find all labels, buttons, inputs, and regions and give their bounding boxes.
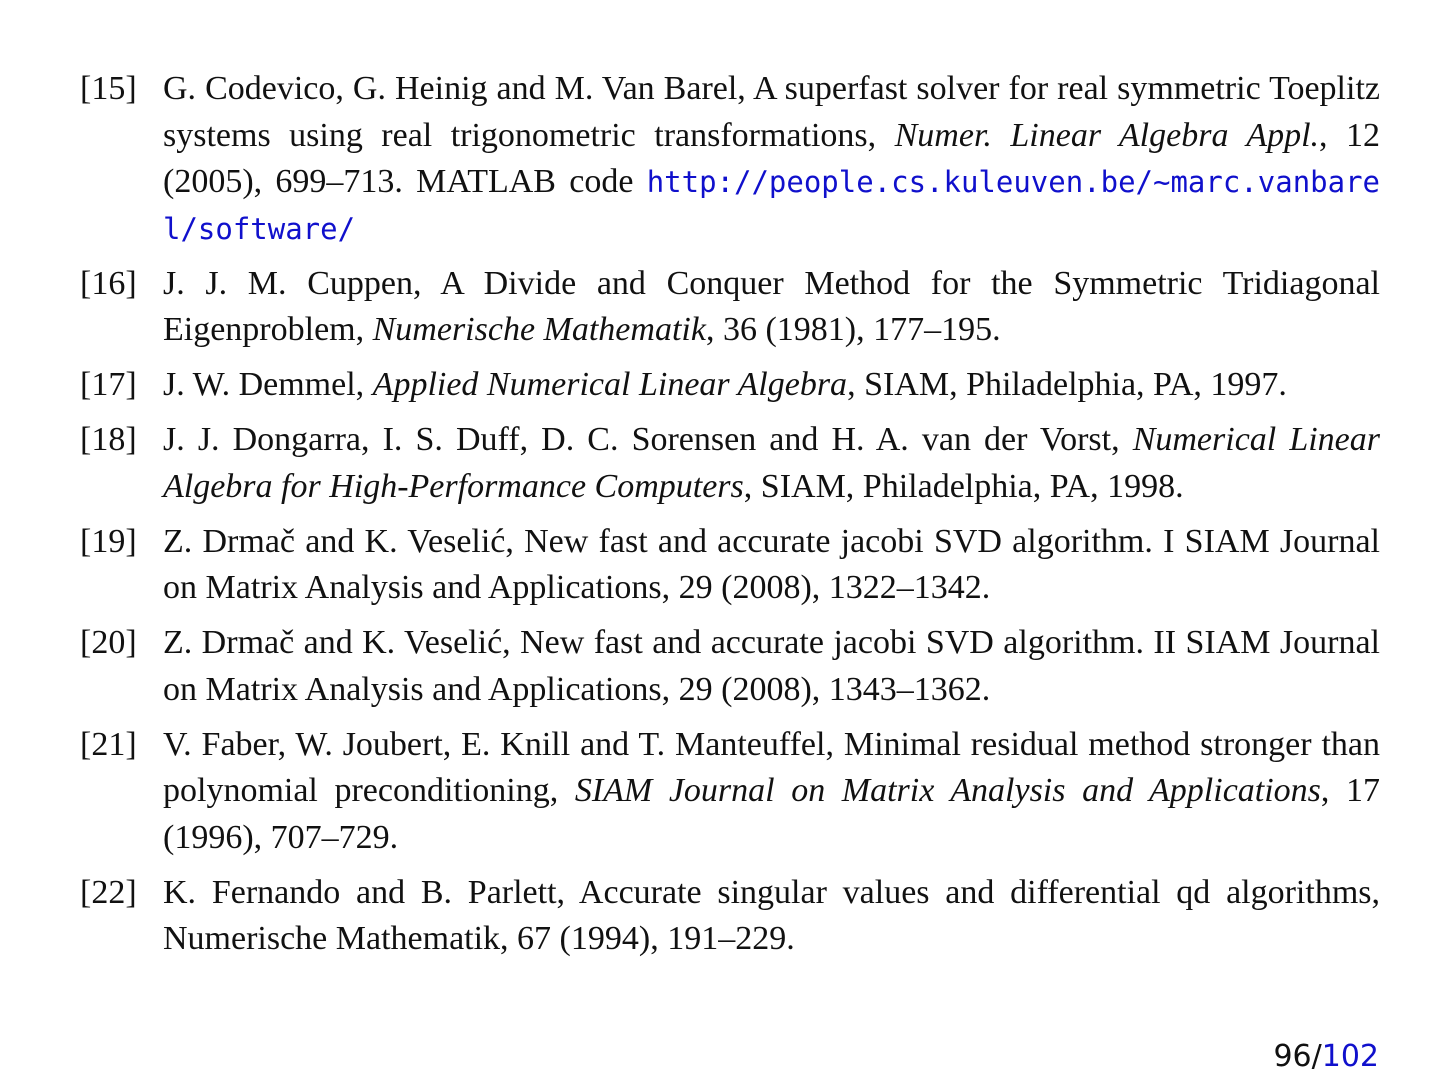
reference-text [163, 874, 1380, 958]
reference-number: [22] [80, 873, 137, 911]
reference-number: [16] [80, 264, 137, 302]
reference-text-segment: , 17 (1996), 707–729. [163, 772, 1381, 856]
reference-item [80, 722, 1380, 862]
reference-text-segment: , SIAM, Philadelphia, PA, 1997. [847, 366, 1287, 403]
reference-number: [19] [80, 522, 137, 560]
reference-title-italic: SIAM Journal on Matrix Analysis and Applications [574, 772, 1321, 809]
reference-text-segment: , 12 (2005), 699–713. MATLAB code [163, 116, 1381, 200]
reference-title-italic: Numerical Linear Algebra for High-Performance Computers [163, 421, 1381, 505]
reference-item [80, 519, 1380, 612]
reference-text [163, 421, 1380, 505]
reference-text-segment: J. J. Dongarra, I. S. Duff, D. C. Sorensen and H. A. van der Vorst, [163, 421, 1133, 458]
reference-text-segment: J. W. Demmel, [163, 366, 373, 403]
reference-text-segment: , 36 (1981), 177–195. [705, 311, 1001, 348]
reference-list [80, 66, 1380, 971]
page-number [1273, 1037, 1379, 1077]
reference-item [80, 66, 1380, 252]
reference-number: [15] [80, 70, 137, 107]
reference-text [163, 726, 1380, 856]
reference-title-italic: Applied Numerical Linear Algebra [372, 366, 848, 403]
reference-item [80, 362, 1380, 409]
reference-item [80, 261, 1380, 354]
reference-item [80, 417, 1380, 510]
reference-title-italic: Numer. Linear Algebra Appl. [894, 116, 1320, 154]
reference-number: [20] [80, 624, 137, 661]
reference-item [80, 620, 1380, 713]
reference-text [163, 624, 1380, 708]
reference-url-link[interactable]: http://people.cs.kuleuven.be/~marc.vanbarel/software/ [163, 165, 1380, 246]
page-current: 96 [1273, 1039, 1312, 1074]
reference-number: [17] [80, 366, 137, 403]
reference-text [163, 523, 1380, 607]
reference-text-segment: V. Faber, W. Joubert, E. Knill and T. Manteuffel, Minimal residual method stronger than polynomial preconditioning, [163, 725, 1380, 809]
reference-text [163, 70, 1380, 247]
reference-text-segment: J. J. M. Cuppen, A Divide and Conquer Method for the Symmetric Tridiagonal Eigenproblem, [163, 264, 1380, 348]
reference-text-segment: Z. Drmač and K. Veselić, New fast and accurate jacobi SVD algorithm. II SIAM Journal on Matrix Analysis and Applications, 29 (2008), 1343–1362. [163, 624, 1380, 708]
reference-text-segment: G. Codevico, G. Heinig and M. Van Barel, A superfast solver for real symmetric Toeplitz systems using real trigonometric transformations, [163, 70, 1380, 154]
reference-text [163, 366, 1287, 403]
page-total-link[interactable]: 102 [1321, 1039, 1379, 1074]
reference-text [163, 265, 1380, 349]
reference-title-italic: Numerische Mathematik [372, 311, 706, 348]
reference-text-segment: K. Fernando and B. Parlett, Accurate singular values and differential qd algorithms, Numerische Mathematik, 67 (1994), 191–229. [163, 873, 1380, 957]
reference-text-segment: , SIAM, Philadelphia, PA, 1998. [743, 467, 1184, 505]
reference-number: [21] [80, 725, 137, 763]
reference-text-segment: Z. Drmač and K. Veselić, New fast and accurate jacobi SVD algorithm. I SIAM Journal on Matrix Analysis and Applications, 29 (2008), 1322–1342. [163, 522, 1380, 606]
reference-item [80, 870, 1380, 963]
reference-number: [18] [80, 421, 137, 458]
page-separator: / [1311, 1039, 1322, 1074]
